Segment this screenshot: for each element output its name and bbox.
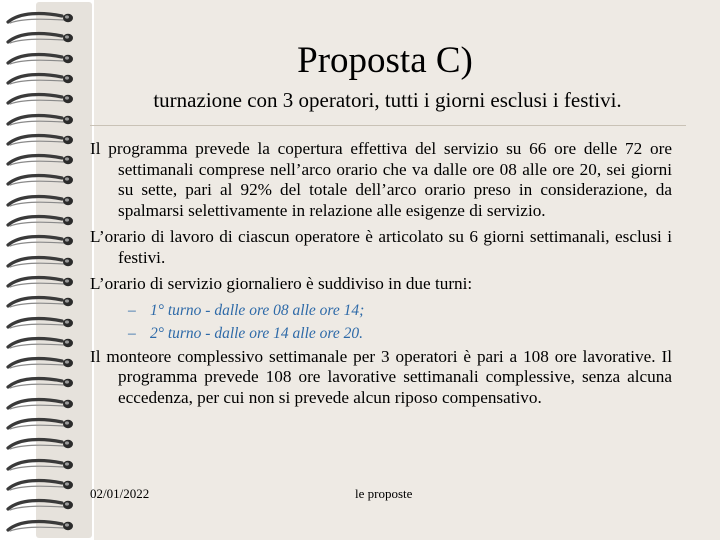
binding-ring: [2, 294, 76, 308]
binding-ring: [2, 112, 76, 126]
binding-ring: [2, 518, 76, 532]
binding-ring: [2, 91, 76, 105]
binding-ring: [2, 274, 76, 288]
paragraph: L’orario di lavoro di ciascun operatore è articolato su 6 giorni settimanali, esclusi i festivi.: [90, 227, 672, 267]
binding-ring: [2, 436, 76, 450]
sub-item: [90, 324, 672, 343]
binding-ring: [2, 132, 76, 146]
binding-ring: [2, 233, 76, 247]
binding-ring: [2, 172, 76, 186]
paragraph: Il monteore complessivo settimanale per 3 operatori è pari a 108 ore lavorative. Il programma prevede 108 ore lavorative settimanali complessive, senza alcuna eccedenza, per cui non si prevede alcun riposo compensativo.: [90, 346, 672, 407]
spiral-binding: [0, 0, 94, 540]
footer-center: le proposte: [355, 486, 413, 501]
sub-bullet: –: [128, 301, 136, 319]
binding-ring: [2, 375, 76, 389]
sub-item-text: 1° turno - dalle ore 08 alle ore 14;: [150, 301, 365, 319]
binding-ring: [2, 10, 76, 24]
paragraph: Il programma prevede la copertura effettiva del servizio su 66 ore delle 72 ore settimanali comprese nell’arco orario che va dalle ore 08 alle ore 20, sei giorni su sette, pari al 92% del totale dell’arco orario preso in considerazione, da spalmarsi selettivamente in relazione alle esigenze di servizio.: [90, 139, 672, 220]
binding-ring: [2, 396, 76, 410]
binding-ring: [2, 71, 76, 85]
title-divider: [90, 125, 686, 126]
binding-ring: [2, 152, 76, 166]
binding-ring: [2, 497, 76, 511]
binding-ring: [2, 335, 76, 349]
slide-subtitle: turnazione con 3 operatori, tutti i giorni esclusi i festivi.: [153, 88, 622, 112]
binding-ring: [2, 477, 76, 491]
binding-ring: [2, 355, 76, 369]
sub-bullet: –: [128, 324, 136, 342]
binding-ring: [2, 315, 76, 329]
binding-ring: [2, 193, 76, 207]
binding-ring: [2, 457, 76, 471]
binding-ring: [2, 51, 76, 65]
binding-ring: [2, 213, 76, 227]
paragraph: L’orario di servizio giornaliero è suddiviso in due turni:: [90, 274, 473, 293]
footer-date: 02/01/2022: [90, 486, 150, 501]
binding-ring: [2, 416, 76, 430]
binding-ring: [2, 254, 76, 268]
sub-item-text: 2° turno - dalle ore 14 alle ore 20.: [150, 324, 363, 342]
binding-ring: [2, 30, 76, 44]
slide-title: Proposta C): [297, 40, 473, 81]
slide-body: [90, 139, 672, 414]
sub-item: [90, 301, 672, 320]
